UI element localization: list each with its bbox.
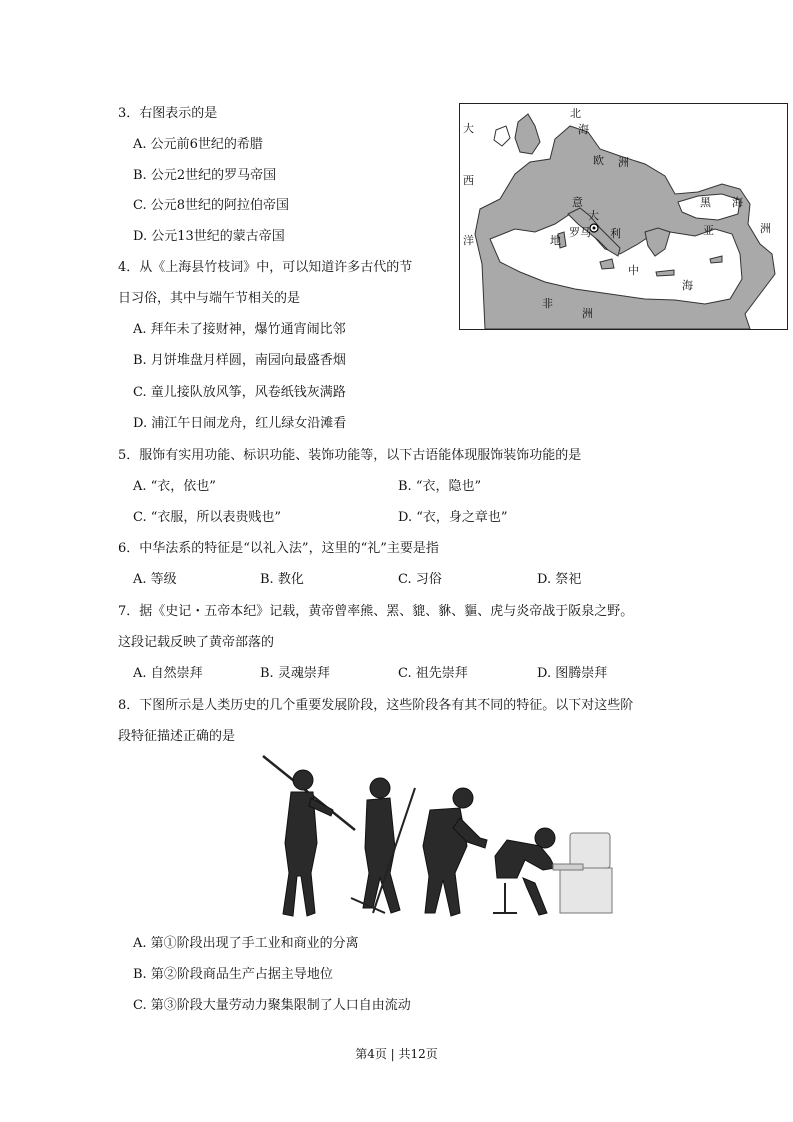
map-label: 亚 — [703, 224, 714, 237]
map-label: 洋 — [463, 234, 474, 247]
computer-icon — [553, 833, 612, 913]
q5-option-b: B. “衣，隐也” — [398, 479, 482, 494]
map-label: 海 — [732, 196, 743, 209]
q3-option-c: C. 公元8世纪的阿拉伯帝国 — [133, 198, 290, 213]
map-label: 中 — [628, 264, 639, 277]
q6-option-d: D. 祭祀 — [537, 572, 582, 587]
stage-4-figure — [493, 828, 555, 915]
map-label: 洲 — [582, 307, 593, 320]
q7-stem-line1: 7．据《史记・五帝本纪》记载，黄帝曾率熊、罴、貔、貅、貙、虎与炎帝战于阪泉之野。 — [118, 604, 634, 619]
q3-stem: 3．右图表示的是 — [118, 106, 218, 121]
map-label: 大 — [463, 122, 474, 135]
q8-stem-line1: 8．下图所示是人类历史的几个重要发展阶段，这些阶段各有其不同的特征。以下对这些阶 — [118, 698, 634, 713]
map-label: 海 — [682, 279, 693, 292]
map-label: 海 — [578, 123, 589, 136]
q4-option-a: A. 拜年未了接财神，爆竹通宵闹比邻 — [133, 322, 346, 337]
q4-option-b: B. 月饼堆盘月样圆，南园向最盛香烟 — [133, 353, 346, 368]
q8-option-c: C. 第③阶段大量劳动力聚集限制了人口自由流动 — [133, 998, 411, 1013]
map-label: 洲 — [760, 222, 771, 235]
map-label: 利 — [610, 227, 621, 240]
q8-stem-line2: 段特征描述正确的是 — [118, 729, 236, 744]
map-label: 罗马 — [569, 226, 591, 239]
map-label: 洲 — [618, 156, 629, 169]
q8-option-a: A. 第①阶段出现了手工业和商业的分离 — [133, 936, 359, 951]
map-label: 大 — [588, 209, 599, 222]
map-label: 欧 — [593, 154, 604, 167]
q7-option-d: D. 图腾崇拜 — [537, 666, 608, 681]
map-label: 黑 — [700, 196, 711, 209]
stage-2-figure — [351, 778, 415, 913]
q7-option-a: A. 自然崇拜 — [133, 666, 203, 681]
roman-empire-map — [459, 103, 788, 330]
q6-option-c: C. 习俗 — [398, 572, 442, 587]
q5-option-c: C. “衣服，所以表贵贱也” — [133, 510, 282, 525]
q4-option-d: D. 浦江午日闹龙舟，红儿绿女沿滩看 — [133, 416, 347, 431]
q7-stem-line2: 这段记载反映了黄帝部落的 — [118, 635, 275, 650]
stage-3-figure — [423, 788, 487, 916]
q5-option-a: A. “衣，依也” — [133, 479, 216, 494]
q3-option-a: A. 公元前6世纪的希腊 — [133, 137, 263, 152]
q4-stem-line1: 4．从《上海县竹枝词》中，可以知道许多古代的节 — [118, 260, 413, 275]
map-label: 西 — [463, 174, 474, 187]
q5-stem: 5．服饰有实用功能、标识功能、装饰功能等，以下古语能体现服饰装饰功能的是 — [118, 448, 582, 463]
page-footer: 第4页 | 共12页 — [355, 1047, 438, 1061]
q3-option-d: D. 公元13世纪的蒙古帝国 — [133, 229, 285, 244]
q7-option-b: B. 灵魂崇拜 — [260, 666, 330, 681]
map-label: 意 — [572, 196, 583, 209]
q3-option-b: B. 公元2世纪的罗马帝国 — [133, 168, 277, 183]
ireland-island — [494, 126, 510, 146]
human-evolution-illustration — [255, 748, 617, 928]
q8-option-b: B. 第②阶段商品生产占据主导地位 — [133, 967, 333, 982]
q6-stem: 6．中华法系的特征是“以礼入法”，这里的“礼”主要是指 — [118, 541, 439, 556]
britain-island — [515, 114, 540, 154]
q6-option-a: A. 等级 — [133, 572, 177, 587]
map-label: 北 — [570, 107, 581, 120]
q6-option-b: B. 教化 — [260, 572, 304, 587]
stage-1-figure — [263, 756, 355, 916]
map-label: 地 — [550, 234, 561, 247]
map-label: 非 — [542, 297, 553, 310]
q5-option-d: D. “衣，身之章也” — [398, 510, 508, 525]
q4-stem-line2: 日习俗，其中与端午节相关的是 — [118, 291, 301, 306]
q7-option-c: C. 祖先崇拜 — [398, 666, 468, 681]
q4-option-c: C. 童儿接队放风筝，风卷纸钱灰满路 — [133, 385, 346, 400]
